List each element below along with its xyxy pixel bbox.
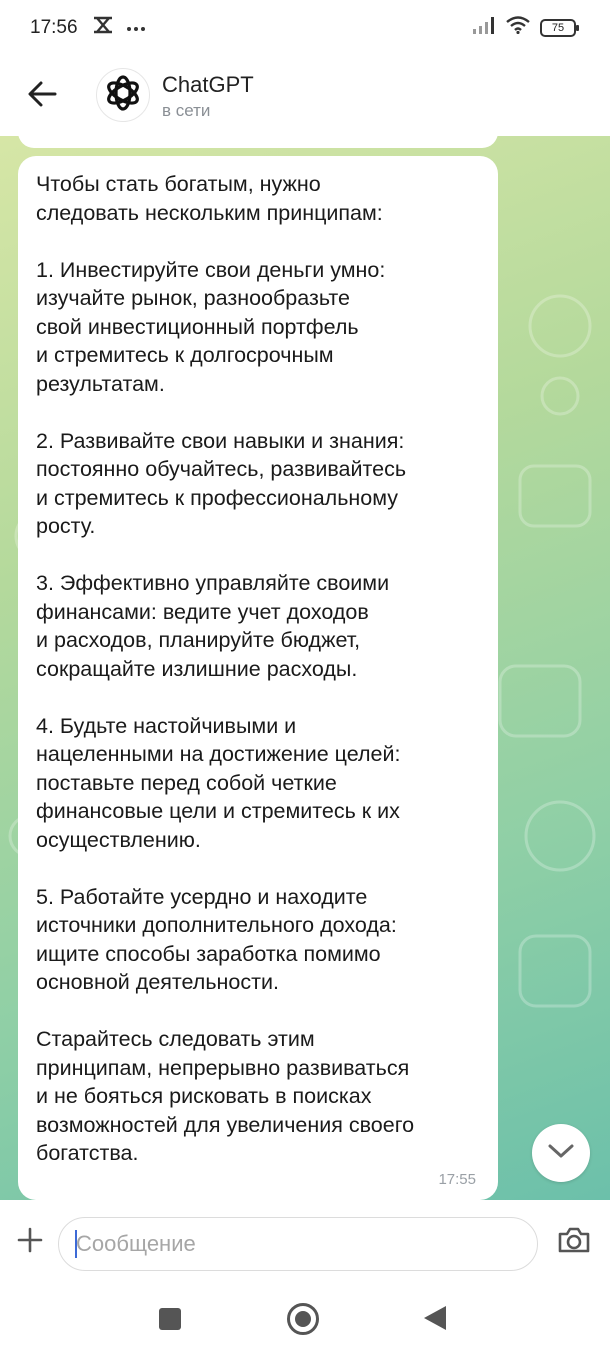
status-bar [0, 0, 610, 56]
message-time: 17:55 [438, 1171, 476, 1188]
plus-icon [17, 1227, 43, 1258]
avatar[interactable] [96, 68, 150, 122]
system-nav-bar [0, 1286, 610, 1356]
camera-icon [557, 1226, 591, 1259]
battery-indicator: 75 [540, 19, 576, 37]
signal-icon [472, 16, 496, 39]
attach-button[interactable] [14, 1226, 46, 1258]
more-dots-icon [126, 19, 146, 37]
openai-logo-icon [102, 72, 144, 119]
input-bar [0, 1200, 610, 1286]
chevron-down-icon [547, 1143, 575, 1164]
chat-header [0, 56, 610, 136]
status-left-icons [92, 16, 146, 39]
online-status: в сети [162, 101, 211, 120]
x-notification-icon [92, 16, 114, 39]
wifi-icon [506, 16, 530, 39]
message-text: Чтобы стать богатым, нужно следовать нескольким принципам: 1. Инвестируйте свои деньги умно: изучайте рынок, разнообразьте свой инвестиционный портфель и стремитесь к долгосрочным результатам. 2. Развивайте свои навыки и знания: постоянно обучайтесь, развивайтесь и стремитесь к профессиональному росту. 3. Эффективно управляйте своими финансами: ведите учет доходов и расходов, планируйте бюджет, сокращайте излишние расходы. 4. Будьте настойчивыми и нацеленными на достижение целей: поставьте перед собой четкие финансовые цели и стремитесь к их осуществлению. 5. Работайте усердно и находите источники дополнительного дохода: ищите способы заработка помимо основной деятельности. Старайтесь следовать этим принципам, непрерывно развиваться и не бояться рисковать в поисках возможностей для увеличения своего богатства. [36, 172, 415, 1165]
message-input[interactable] [58, 1217, 538, 1271]
status-right-icons [472, 16, 576, 39]
text-caret [75, 1230, 77, 1258]
square-icon[interactable] [159, 1308, 181, 1330]
chat-area[interactable] [0, 136, 610, 1200]
message-bubble[interactable] [18, 156, 498, 1200]
status-time: 17:56 [30, 17, 78, 38]
back-button[interactable] [22, 76, 62, 116]
camera-button[interactable] [556, 1226, 592, 1258]
arrow-left-icon [27, 81, 57, 112]
chat-title[interactable]: ChatGPT [162, 72, 254, 97]
triangle-back-icon[interactable] [424, 1306, 446, 1330]
previous-message-bubble [18, 136, 498, 148]
scroll-down-button[interactable] [532, 1124, 590, 1182]
circle-icon[interactable] [287, 1303, 319, 1335]
home-dot [295, 1311, 311, 1327]
